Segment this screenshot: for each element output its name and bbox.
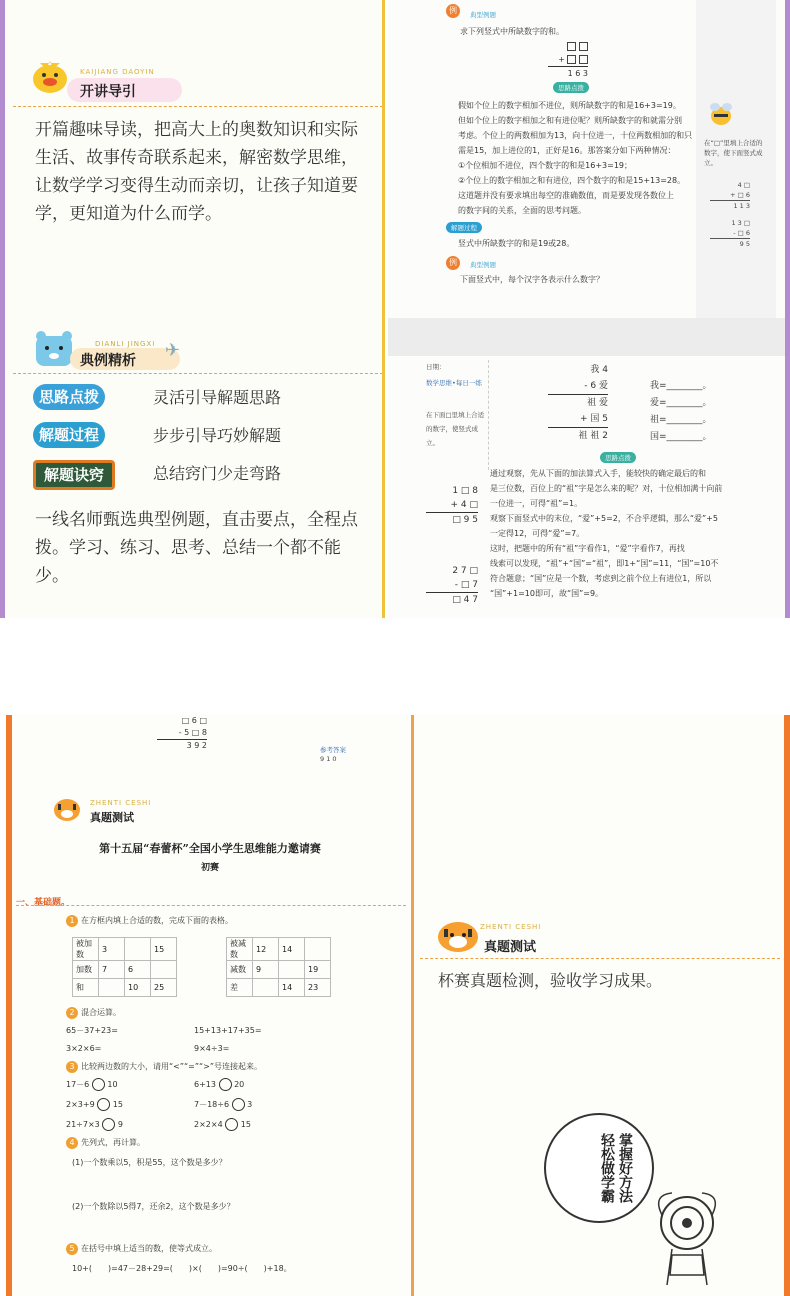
practice-label: 数学思维•每日一练 (426, 379, 482, 387)
explanation-text: 通过观察，先从下面的加法算式入手，能较快的确定最后的和 是三位数，百位上的“祖”字是怎么来的呢？对，十位相加满十向前 一位进一，可得“祖”=1。 观察下面竖式中的末位，“爱”+5=2，不合乎逻辑，那么“爱”+5 一定得12，可得“爱”=7。 这时，把题中的所有“祖”字看作1，“爱”字看作7，再找 线索可以发现，“祖”+“国”=“祖”，即1+“国”=11，“国”=10不 符合题意；“国”应是一个数，考虑到之前个位上有进位1，所以 “国”+1=10即可，故“国”=9。 (490, 469, 723, 598)
question-4: 4 先列式，再计算。 (66, 1135, 145, 1150)
q5-equation: 10+( )=47－28+29=( )×( )=90÷( )+18。 (72, 1264, 292, 1273)
word-puzzle: 我 4 - 6 爱 祖 爱 + 国 5 祖 祖 2 (548, 362, 608, 444)
q3-item: 21÷7×3 9 (66, 1120, 123, 1129)
example-problem: 下面竖式中，每个汉字各表示什么数字？ (460, 275, 604, 284)
side-calc: 1 3 □ - □ 6 9 5 (710, 218, 750, 249)
addition-table: 被加数 3 15 加数 7 6 和 10 25 (72, 937, 177, 997)
section-title: 真题测试 (484, 940, 537, 955)
page-separator (388, 318, 790, 356)
paper-plane-icon: ✈ (165, 340, 181, 361)
bottom-left-page (6, 715, 414, 1296)
process-badge: 解题过程 (446, 222, 482, 233)
calc-problem-1: 1 □ 8 + 4 □ □ 9 5 (426, 484, 478, 527)
divider (420, 958, 780, 959)
section-pinyin: KAIJIANG DAOYIN (80, 68, 155, 76)
section-heading: 一、基础题。 (16, 898, 71, 908)
feature-badge: 解题过程 (33, 422, 105, 448)
example-problem: 求下列竖式中所缺数字的和。 (460, 27, 564, 36)
kid-with-magnifier-illustration (642, 1185, 732, 1295)
q3-item: 7－18÷6 3 (194, 1100, 253, 1109)
addition-problem: + 1 6 3 (548, 40, 588, 80)
speech-bubble-text: 掌握好方法 轻松做学霸 (599, 1133, 633, 1203)
section-title: 开讲导引 (80, 84, 136, 100)
question-3: 3 比较两边数的大小，请用“<”“=”“>”号连接起来。 (66, 1059, 262, 1074)
calc-problem-2: 2 7 □ - □ 7 □ 4 7 (426, 564, 478, 607)
q2-item: 65－37+23= (66, 1026, 118, 1035)
feature-desc: 步步引导巧妙解题 (153, 426, 282, 445)
divider (13, 106, 383, 107)
example-marker-icon: 例 (446, 4, 460, 18)
date-label: 日期： (426, 363, 446, 371)
section-title: 典例精析 (80, 353, 136, 369)
q4-item: (2)一个数除以5得7，还余2，这个数是多少？ (72, 1202, 235, 1211)
question-2: 2 混合运算。 (66, 1005, 121, 1020)
contest-round: 初赛 (200, 863, 219, 873)
q3-item: 2×3+9 15 (66, 1100, 123, 1109)
divider (13, 373, 383, 374)
q3-item: 6+13 20 (194, 1080, 245, 1089)
bottom-text: 一线名师甄选典型例题，直击要点，全程点拨。学习、练习、思考、总结一个都不能少。 (35, 510, 358, 586)
top-right-page (388, 0, 790, 618)
section-title: 真题测试 (90, 811, 134, 824)
bear-icon (33, 330, 75, 368)
top-left-page (0, 0, 385, 618)
puzzle-answers: 我=________。 爱=________。 祖=________。 国=________。 (650, 381, 712, 442)
feature-desc: 总结窍门少走弯路 (153, 464, 282, 483)
hint-badge: 思路点拨 (600, 452, 636, 463)
side-note: 在“□”里填上合适的数字，使下面竖式成立。 (704, 139, 763, 167)
question-5: 5 在括号中填上适当的数，使等式成立。 (66, 1241, 217, 1256)
example-tag: 典型例题 (470, 11, 496, 19)
intro-text: 开篇趣味导读，把高大上的奥数知识和实际生活、故事传奇联系起来，解密数学思维，让数学学习变得生动而亲切，让孩子知道要学，更知道为什么而学。 (35, 120, 358, 224)
analysis-text: 假如个位上的数字相加不进位，则所缺数字的和是16+3=19。 但如个位上的数字相加之和有进位呢？则所缺数字的和就需分别 考虑。个位上的两数相加为13，向十位进一，十位两数相加的和只 需是15，加上进位的1，正好是16。那答案分如下两种情况： ①个位相加不进位，四个数字的和是16+3=19； ②个位上的数字相加之和有进位，四个数字的和是15+13=28。 这道题并没有要求填出每空的准确数值，而是要发现各数位上 的数字间的关系，全面的思考问题。 (458, 101, 693, 215)
feature-badge: 解题诀窍 (33, 460, 115, 490)
top-calc: □ 6 □ - 5 □ 8 3 9 2 (157, 715, 207, 752)
lower-divider (488, 360, 489, 470)
hint-badge: 思路点拨 (553, 82, 589, 93)
side-calc: 4 □ + □ 6 1 1 3 (710, 180, 750, 211)
side-small-label: 参考答案 (320, 746, 346, 754)
bee-icon (706, 100, 736, 130)
section-pinyin: ZHENTI CESHI (90, 799, 152, 807)
q4-item: (1)一个数乘以5，积是55，这个数是多少？ (72, 1158, 227, 1167)
q2-item: 3×2×6= (66, 1044, 102, 1053)
contest-title: 第十五届“春蕾杯”全国小学生思维能力邀请赛 (99, 842, 321, 855)
section-pinyin: DIANLI JINGXI (95, 340, 156, 348)
question-1: 1 在方框内填上合适的数，完成下面的表格。 (66, 913, 233, 928)
q3-item: 2×2×4 15 (194, 1120, 251, 1129)
feature-desc: 灵活引导解题思路 (153, 388, 282, 407)
feature-badge: 思路点拨 (33, 384, 105, 410)
duck-icon (30, 55, 72, 95)
q2-item: 15+13+17+35= (194, 1026, 262, 1035)
q3-item: 17－6 10 (66, 1080, 118, 1089)
divider (16, 905, 406, 906)
side-small-nums: 9 1 0 (320, 755, 337, 763)
subtraction-table: 被减数 12 14 减数 9 19 差 14 23 (226, 937, 331, 997)
answer-text: 竖式中所缺数字的和是19或28。 (458, 239, 575, 248)
bottom-right-page (414, 715, 790, 1296)
fill-note: 在下面□里填上合适的数字，使竖式成立。 (426, 411, 485, 447)
example-marker-icon: 例 (446, 256, 460, 270)
section-text: 杯赛真题检测，验收学习成果。 (438, 971, 663, 990)
tiger-icon (436, 917, 480, 953)
section-pinyin: ZHENTI CESHI (480, 923, 542, 931)
example-tag: 典型例题 (470, 261, 496, 269)
q2-item: 9×4÷3= (194, 1044, 230, 1053)
tiger-icon (52, 795, 82, 823)
